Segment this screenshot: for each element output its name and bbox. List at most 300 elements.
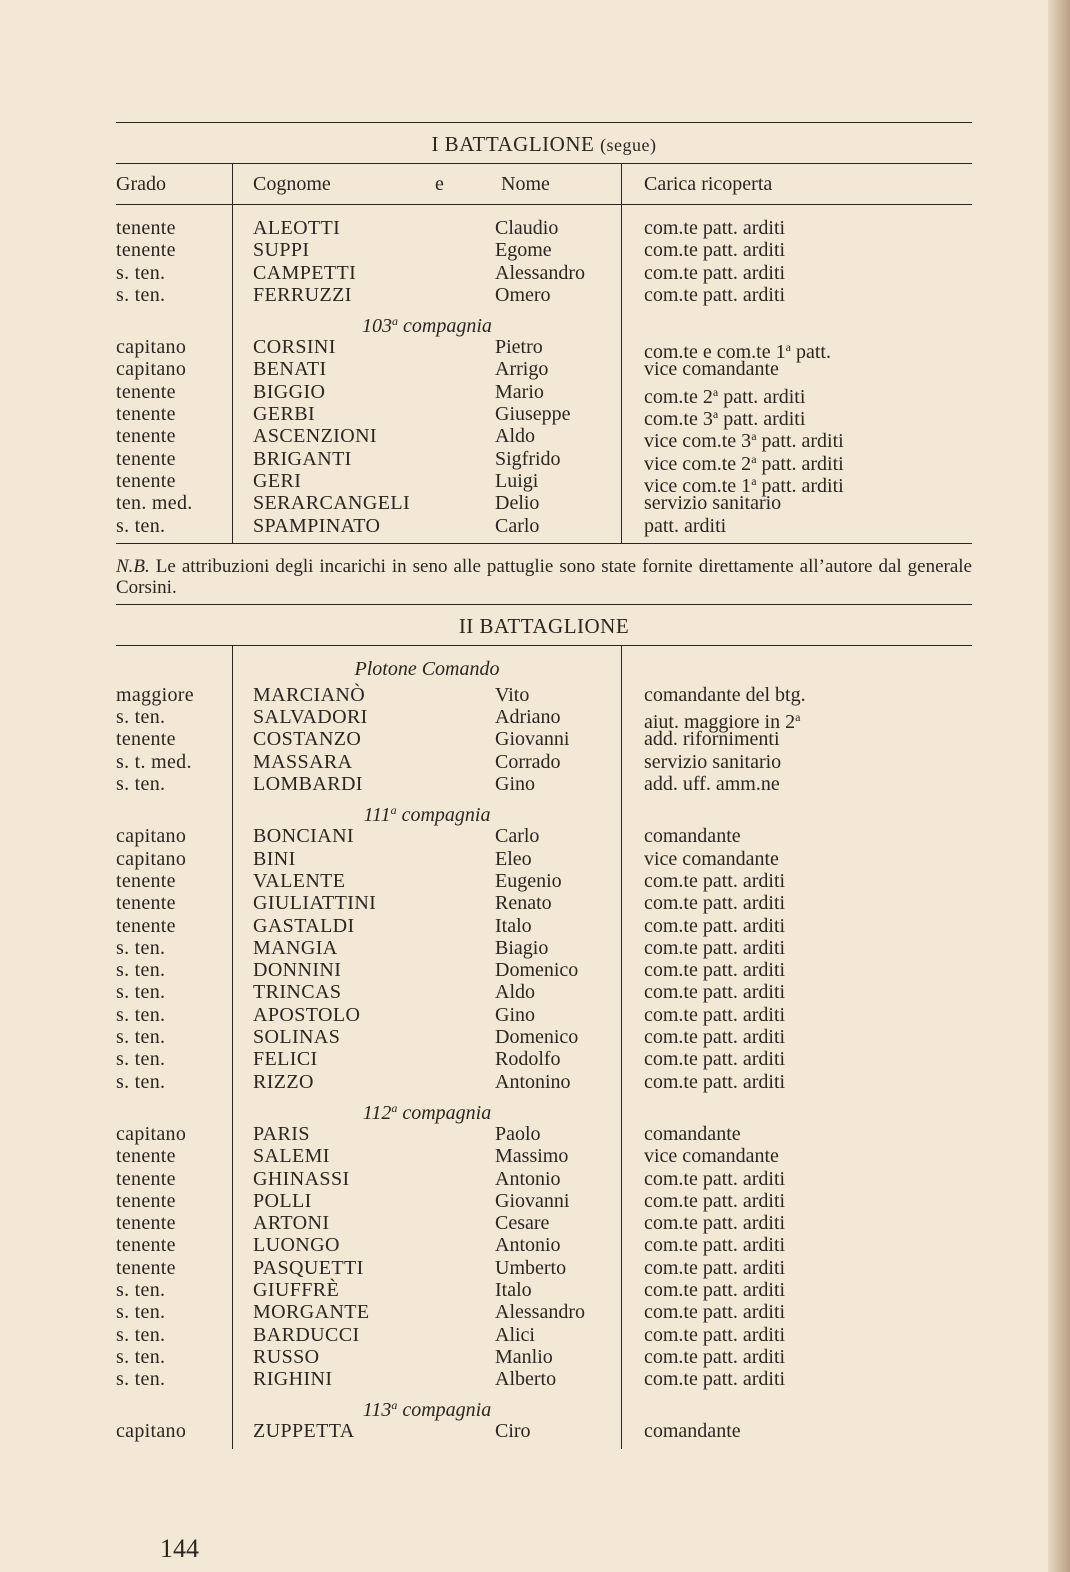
cell-carica: com.te patt. arditi (644, 1278, 786, 1301)
table-row (116, 892, 972, 914)
top-rule (116, 604, 972, 605)
table-row (116, 1420, 972, 1442)
cell-nome: Renato (495, 892, 552, 915)
cell-nome: Luigi (495, 469, 539, 492)
footnote-text: Le attribuzioni degli incarichi in seno alle pattuglie sono state fornite direttamente all’autore dal generale Corsini. (116, 555, 972, 598)
cell-cognome: FERRUZZI (253, 283, 352, 306)
table-bottom-rule (116, 543, 972, 544)
cell-carica: com.te patt. arditi (644, 1026, 786, 1049)
cell-cognome-nome (232, 1257, 622, 1279)
cell-grado: s. ten. (116, 773, 166, 796)
cell-nome: Giovanni (495, 728, 570, 751)
table-row (116, 1279, 972, 1301)
table-row (116, 1212, 972, 1234)
cell-cognome-nome (232, 1368, 622, 1390)
cell-cognome-nome (232, 1324, 622, 1346)
cell-carica: com.te patt. arditi (644, 217, 786, 239)
header-cognome-nome (232, 164, 622, 204)
cell-cognome: GIULIATTINI (253, 892, 377, 915)
footnote-label: N.B. (116, 555, 150, 577)
company-label: compagnia (403, 315, 492, 338)
cell-nome: Claudio (495, 217, 559, 239)
cell-grado: tenente (116, 1256, 176, 1279)
cell-nome: Aldo (495, 981, 535, 1004)
table-i-battaglione (116, 122, 972, 544)
cell-cognome-nome (232, 773, 622, 795)
cell-nome: Gino (495, 773, 535, 796)
table-row (116, 915, 972, 937)
table-row (116, 1145, 972, 1167)
superscript: a (751, 429, 757, 444)
cell-grado: capitano (116, 336, 187, 359)
cell-grado: capitano (116, 847, 187, 870)
cell-carica: com.te patt. arditi (644, 1070, 786, 1093)
cell-grado: s. ten. (116, 936, 166, 959)
cell-grado: s. ten. (116, 981, 166, 1004)
cell-nome: Sigfrido (495, 447, 561, 470)
cell-carica: com.te patt. arditi (644, 1048, 786, 1071)
company-label: compagnia (402, 1101, 492, 1124)
cell-cognome: SUPPI (253, 239, 310, 262)
table-row (116, 1346, 972, 1368)
table-row (116, 706, 972, 734)
cell-grado: s. ten. (116, 1026, 166, 1049)
cell-nome: Mario (495, 380, 544, 403)
table-body (116, 646, 972, 1449)
cell-cognome-nome (232, 706, 622, 728)
cell-cognome-nome (232, 751, 622, 773)
table-row (116, 1324, 972, 1346)
cell-nome: Adriano (495, 706, 561, 729)
cell-nome: Omero (495, 283, 551, 306)
cell-cognome-nome (232, 470, 622, 492)
cell-nome: Manlio (495, 1345, 553, 1368)
cell-nome: Antonino (495, 1070, 571, 1093)
table-row (116, 469, 972, 497)
cell-nome: Carlo (495, 514, 540, 537)
cell-cognome: PARIS (253, 1122, 310, 1145)
cell-carica: vice com.te 3$^a$ patt. arditi (644, 429, 844, 453)
company-label: compagnia (401, 804, 491, 827)
table-row (116, 1123, 972, 1145)
cell-nome: Pietro (495, 336, 543, 359)
table-row (116, 515, 972, 537)
cell-carica: com.te patt. arditi (644, 959, 786, 982)
cell-cognome-nome (232, 381, 622, 403)
cell-cognome: CORSINI (253, 336, 336, 359)
cell-cognome: RUSSO (253, 1345, 320, 1368)
cell-nome: Cesare (495, 1212, 550, 1235)
cell-cognome: RIZZO (253, 1070, 314, 1093)
cell-carica: servizio sanitario (644, 750, 782, 773)
cell-cognome-nome (232, 848, 622, 870)
page-number: 144 (160, 1534, 199, 1563)
cell-cognome: ASCENZIONI (253, 425, 377, 448)
company-heading (116, 306, 972, 336)
cell-grado: maggiore (116, 683, 194, 706)
cell-carica: vice comandante (644, 847, 779, 870)
table-row (116, 284, 972, 306)
cell-grado: s. ten. (116, 514, 166, 537)
cell-cognome: BENATI (253, 358, 327, 381)
table-row (116, 848, 972, 870)
cell-carica: com.te patt. arditi (644, 914, 786, 937)
cell-nome: Italo (495, 914, 532, 937)
cell-grado: s. ten. (116, 959, 166, 982)
cell-cognome-nome (232, 684, 622, 706)
header-grado: Grado (116, 173, 166, 195)
cell-grado: tenente (116, 469, 176, 492)
cell-cognome-nome (232, 937, 622, 959)
spacer-cell (622, 1093, 972, 1123)
table-row (116, 447, 972, 475)
table-body (116, 205, 972, 543)
cell-carica: com.te e com.te 1$^a$ patt. (644, 340, 831, 364)
cell-grado: tenente (116, 914, 176, 937)
cell-cognome-nome (232, 959, 622, 981)
table-row (116, 751, 972, 773)
cell-cognome-nome (232, 870, 622, 892)
section-title (116, 613, 972, 639)
spacer-cell (116, 1093, 232, 1123)
cell-cognome-nome (232, 358, 622, 380)
cell-grado: tenente (116, 403, 176, 426)
cell-cognome-nome (232, 1301, 622, 1323)
cell-cognome-nome (232, 915, 622, 937)
table-row (116, 492, 972, 514)
cell-nome: Vito (495, 683, 530, 706)
cell-carica: com.te patt. arditi (644, 1256, 786, 1279)
spacer-cell (116, 537, 232, 543)
spacer-cell (622, 205, 972, 217)
cell-carica: comandante (644, 1420, 741, 1443)
table-row (116, 336, 972, 364)
page-edge-shadow (1048, 0, 1070, 1572)
cell-cognome-nome (232, 239, 622, 261)
superscript: a (751, 473, 757, 488)
cell-cognome-nome (232, 492, 622, 514)
cell-cognome-nome (232, 892, 622, 914)
cell-cognome-nome (232, 1026, 622, 1048)
spacer-cell (116, 306, 232, 336)
table-row (116, 870, 972, 892)
company-number: 112 (362, 1101, 392, 1124)
cell-grado: tenente (116, 1145, 176, 1168)
cell-nome: Gino (495, 1003, 535, 1026)
footnote (116, 556, 972, 598)
cell-nome: Domenico (495, 1026, 579, 1049)
top-rule (116, 122, 972, 123)
section-title-suffix: (segue) (600, 135, 657, 155)
cell-cognome: SALEMI (253, 1145, 330, 1168)
cell-carica: com.te patt. arditi (644, 1368, 786, 1391)
table-row (116, 1071, 972, 1093)
cell-cognome: CAMPETTI (253, 261, 357, 284)
section-title-text: I BATTAGLIONE (431, 132, 595, 156)
cell-nome: Giuseppe (495, 403, 571, 426)
table-row (116, 1048, 972, 1070)
cell-grado: s. ten. (116, 706, 166, 729)
cell-cognome: SERARCANGELI (253, 492, 411, 515)
cell-nome: Eugenio (495, 869, 562, 892)
cell-cognome-nome (232, 1145, 622, 1167)
cell-carica: com.te patt. arditi (644, 981, 786, 1004)
cell-nome: Egome (495, 239, 552, 262)
superscript: a (390, 803, 397, 818)
cell-carica: com.te patt. arditi (644, 892, 786, 915)
spacer-cell (232, 1443, 622, 1449)
cell-cognome-nome (232, 1212, 622, 1234)
company-number: 103 (362, 315, 393, 338)
section-title (116, 131, 972, 157)
cell-nome: Delio (495, 492, 540, 515)
table-row (116, 239, 972, 261)
table-row (116, 425, 972, 453)
cell-cognome-nome (232, 336, 622, 358)
company-label: Plotone Comando (354, 657, 500, 680)
table-row (116, 1301, 972, 1323)
table-row (116, 981, 972, 1003)
cell-grado: s. ten. (116, 1278, 166, 1301)
cell-grado: tenente (116, 1212, 176, 1235)
cell-grado: tenente (116, 1189, 176, 1212)
spacer-cell (622, 537, 972, 543)
table-row (116, 684, 972, 706)
cell-carica: add. uff. amm.ne (644, 773, 780, 796)
cell-cognome: ALEOTTI (253, 217, 341, 239)
cell-cognome: ZUPPETTA (253, 1420, 355, 1443)
table-row (116, 217, 972, 239)
section-title-text: II BATTAGLIONE (458, 613, 630, 638)
cell-cognome: BIGGIO (253, 380, 326, 403)
superscript: a (712, 384, 719, 399)
company-heading-label (232, 1093, 622, 1123)
company-number: 111 (363, 804, 391, 827)
superscript: a (391, 1398, 398, 1413)
cell-grado: tenente (116, 1234, 176, 1257)
header-cognome: Cognome (253, 173, 331, 195)
cell-grado: s. ten. (116, 1301, 166, 1324)
spacer-cell (622, 306, 972, 336)
spacer-cell (116, 205, 232, 217)
cell-nome: Alberto (495, 1368, 557, 1391)
cell-cognome: TRINCAS (253, 981, 342, 1004)
table-row (116, 1257, 972, 1279)
company-heading (116, 1093, 972, 1123)
cell-nome: Rodolfo (495, 1048, 561, 1071)
cell-cognome: LOMBARDI (253, 773, 363, 796)
table-row (116, 1190, 972, 1212)
cell-carica: com.te patt. arditi (644, 1234, 786, 1257)
cell-cognome: APOSTOLO (253, 1003, 361, 1026)
header-nome: Nome (501, 173, 550, 195)
cell-cognome-nome (232, 403, 622, 425)
cell-nome: Biagio (495, 936, 549, 959)
row-spacer (116, 205, 972, 217)
row-spacer (116, 537, 972, 543)
cell-cognome: ARTONI (253, 1212, 330, 1235)
cell-nome: Aldo (495, 425, 535, 448)
cell-grado: tenente (116, 239, 176, 262)
table-row (116, 262, 972, 284)
company-heading (116, 1390, 972, 1420)
cell-nome: Alessandro (495, 1301, 585, 1324)
cell-nome: Eleo (495, 847, 532, 870)
table-row (116, 358, 972, 380)
spacer-cell (116, 795, 232, 825)
cell-cognome-nome (232, 1168, 622, 1190)
cell-carica: vice com.te 1$^a$ patt. arditi (644, 473, 844, 497)
cell-cognome: BARDUCCI (253, 1323, 360, 1346)
cell-grado: s. ten. (116, 283, 166, 306)
cell-carica: patt. arditi (644, 514, 727, 537)
cell-cognome-nome (232, 515, 622, 537)
company-heading (116, 654, 972, 684)
cell-carica: comandante del btg. (644, 683, 806, 706)
cell-carica: comandante (644, 825, 741, 848)
spacer-cell (116, 1390, 232, 1420)
row-spacer (116, 646, 972, 654)
cell-grado: tenente (116, 728, 176, 751)
cell-cognome: SPAMPINATO (253, 514, 381, 537)
cell-carica: com.te 3$^a$ patt. arditi (644, 407, 806, 431)
company-heading (116, 795, 972, 825)
cell-cognome: LUONGO (253, 1234, 340, 1257)
cell-nome: Antonio (495, 1167, 561, 1190)
cell-cognome: VALENTE (253, 869, 346, 892)
cell-cognome-nome (232, 262, 622, 284)
cell-carica: aiut. maggiore in 2$^a$ (644, 710, 801, 734)
cell-grado: s. ten. (116, 1048, 166, 1071)
cell-grado: tenente (116, 1167, 176, 1190)
cell-nome: Alessandro (495, 261, 585, 284)
cell-cognome: POLLI (253, 1189, 312, 1212)
cell-cognome-nome (232, 284, 622, 306)
cell-cognome: PASQUETTI (253, 1256, 364, 1279)
table-ii-battaglione (116, 604, 972, 1449)
spacer-cell (622, 795, 972, 825)
spacer-cell (116, 654, 232, 684)
table-row (116, 1368, 972, 1390)
cell-carica: com.te patt. arditi (644, 1189, 786, 1212)
cell-carica: vice comandante (644, 1145, 779, 1168)
cell-grado: tenente (116, 869, 176, 892)
header-e: e (435, 173, 444, 195)
cell-carica: comandante (644, 1122, 741, 1145)
spacer-cell (622, 646, 972, 654)
cell-cognome-nome (232, 425, 622, 447)
cell-grado: capitano (116, 1122, 187, 1145)
table-header-row (116, 163, 972, 205)
cell-carica: com.te patt. arditi (644, 239, 786, 262)
superscript: a (392, 314, 399, 329)
cell-cognome-nome (232, 1420, 622, 1442)
cell-grado: s. ten. (116, 1323, 166, 1346)
header-carica: Carica ricoperta (644, 173, 773, 195)
cell-grado: s. ten. (116, 261, 166, 284)
cell-grado: capitano (116, 1420, 187, 1443)
cell-cognome-nome (232, 1346, 622, 1368)
page-content (116, 122, 972, 1449)
spacer-cell (116, 1443, 232, 1449)
cell-cognome-nome (232, 728, 622, 750)
cell-cognome: MASSARA (253, 750, 353, 773)
cell-carica: com.te 2$^a$ patt. arditi (644, 384, 806, 408)
cell-grado: tenente (116, 447, 176, 470)
cell-carica: com.te patt. arditi (644, 1212, 786, 1235)
cell-cognome: SALVADORI (253, 706, 368, 729)
cell-grado: s. ten. (116, 1345, 166, 1368)
cell-cognome-nome (232, 448, 622, 470)
cell-cognome-nome (232, 1279, 622, 1301)
cell-grado: s. ten. (116, 1070, 166, 1093)
table-row (116, 773, 972, 795)
cell-nome: Corrado (495, 750, 561, 773)
company-heading-label (232, 795, 622, 825)
company-number: 113 (362, 1399, 392, 1422)
cell-carica: com.te patt. arditi (644, 1003, 786, 1026)
table-row (116, 403, 972, 431)
table-row (116, 937, 972, 959)
cell-grado: tenente (116, 380, 176, 403)
cell-cognome: RIGHINI (253, 1368, 333, 1391)
cell-cognome-nome (232, 825, 622, 847)
table-row (116, 1004, 972, 1026)
cell-carica: com.te patt. arditi (644, 283, 786, 306)
table-row (116, 1026, 972, 1048)
cell-cognome: FELICI (253, 1048, 318, 1071)
cell-cognome: COSTANZO (253, 728, 362, 751)
superscript: a (751, 451, 757, 466)
cell-carica: com.te patt. arditi (644, 1323, 786, 1346)
cell-carica: add. rifornimenti (644, 728, 780, 751)
cell-cognome: BRIGANTI (253, 447, 352, 470)
cell-grado: tenente (116, 425, 176, 448)
cell-grado: capitano (116, 825, 187, 848)
cell-cognome-nome (232, 1234, 622, 1256)
cell-carica: com.te patt. arditi (644, 1301, 786, 1324)
cell-nome: Ciro (495, 1420, 531, 1443)
table-row (116, 1234, 972, 1256)
row-spacer (116, 1443, 972, 1449)
cell-grado: ten. med. (116, 492, 193, 515)
cell-carica: vice comandante (644, 358, 779, 381)
cell-cognome: MORGANTE (253, 1301, 370, 1324)
cell-grado: capitano (116, 358, 187, 381)
cell-nome: Massimo (495, 1145, 569, 1168)
cell-carica: vice com.te 2$^a$ patt. arditi (644, 451, 844, 475)
spacer-cell (232, 205, 622, 217)
cell-cognome: GIUFFRÈ (253, 1278, 340, 1301)
superscript: a (795, 710, 801, 725)
company-label: compagnia (402, 1399, 492, 1422)
cell-cognome-nome (232, 1190, 622, 1212)
cell-nome: Domenico (495, 959, 579, 982)
cell-grado: tenente (116, 217, 176, 239)
cell-cognome: SOLINAS (253, 1026, 341, 1049)
cell-grado: s. ten. (116, 1368, 166, 1391)
cell-nome: Italo (495, 1278, 532, 1301)
cell-cognome: BONCIANI (253, 825, 354, 848)
cell-carica: com.te patt. arditi (644, 261, 786, 284)
cell-carica: servizio sanitario (644, 492, 782, 515)
table-row (116, 1168, 972, 1190)
spacer-cell (622, 654, 972, 684)
superscript: a (391, 1100, 398, 1115)
spacer-cell (622, 1443, 972, 1449)
superscript: a (785, 340, 791, 355)
spacer-cell (232, 537, 622, 543)
